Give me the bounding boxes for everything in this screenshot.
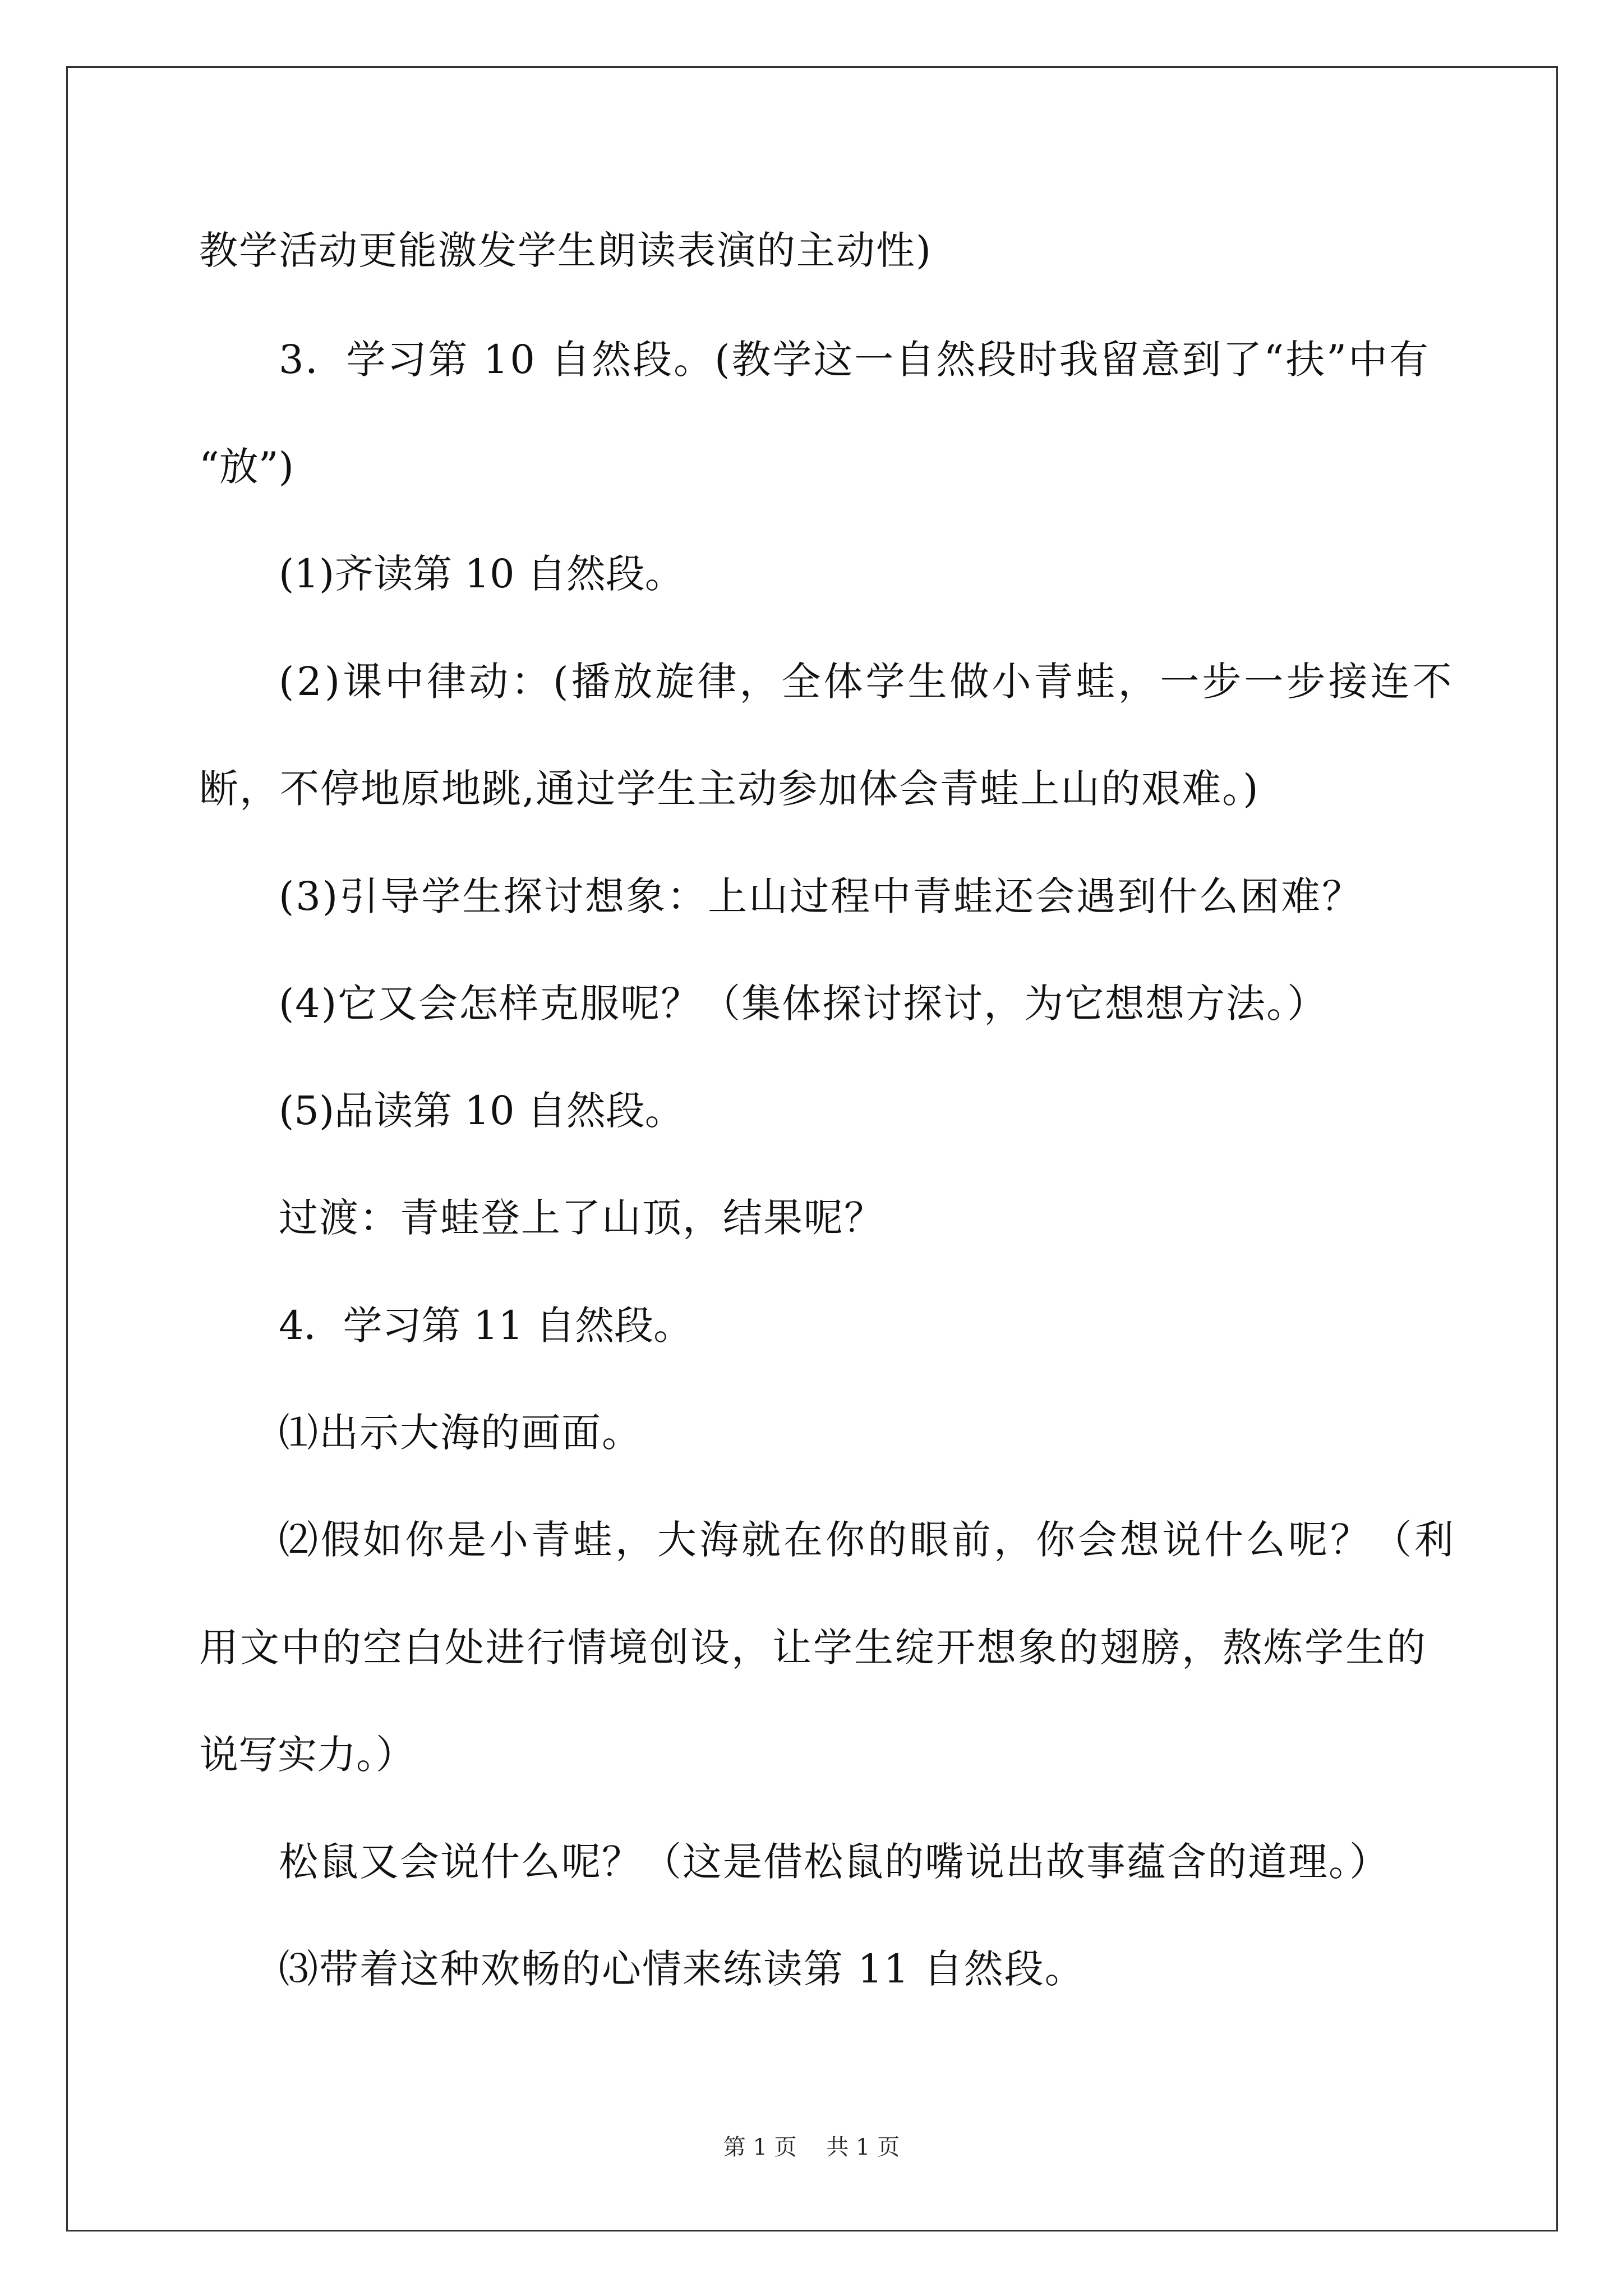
text-line: 教学活动更能激发学生朗读表演的主动性): [199, 228, 932, 273]
text-line: 用文中的空白处进行情境创设，让学生绽开想象的翅膀，熬炼学生的: [199, 1625, 1427, 1671]
text-line: ⑶带着这种欢畅的心情来练读第 11 自然段。: [279, 1946, 1085, 1992]
text-line: (1)齐读第 10 自然段。: [279, 551, 684, 597]
text-line: ⑴出示大海的画面。: [279, 1410, 642, 1456]
page-frame: [66, 66, 1558, 2231]
text-line: 松鼠又会说什么呢？（这是借松鼠的嘴说出故事蕴含的道理。）: [279, 1839, 1390, 1885]
text-line: 4．学习第 11 自然段。: [279, 1303, 693, 1349]
text-line: 3．学习第 10 自然段。(教学这一自然段时我留意到了“扶”中有: [279, 337, 1430, 383]
text-line: (4)它又会怎样克服呢？（集体探讨探讨，为它想想方法。）: [279, 981, 1328, 1027]
text-line: 过渡：青蛙登上了山顶，结果呢？: [279, 1195, 884, 1241]
text-line: 说写实力。）: [199, 1732, 415, 1778]
text-line: 断，不停地原地跳,通过学生主动参加体会青蛙上山的艰难。): [199, 766, 1260, 812]
text-line: (2)课中律动：(播放旋律，全体学生做小青蛙，一步一步接连不: [279, 659, 1455, 705]
page-footer: 第 1 页 共 1 页: [723, 2134, 900, 2160]
text-line: ⑵假如你是小青蛙，大海就在你的眼前，你会想说什么呢？（利: [279, 1517, 1456, 1563]
text-line: “放”): [199, 444, 294, 490]
text-line: (5)品读第 10 自然段。: [279, 1088, 684, 1134]
text-line: (3)引导学生探讨想象：上山过程中青蛙还会遇到什么困难？: [279, 873, 1363, 919]
